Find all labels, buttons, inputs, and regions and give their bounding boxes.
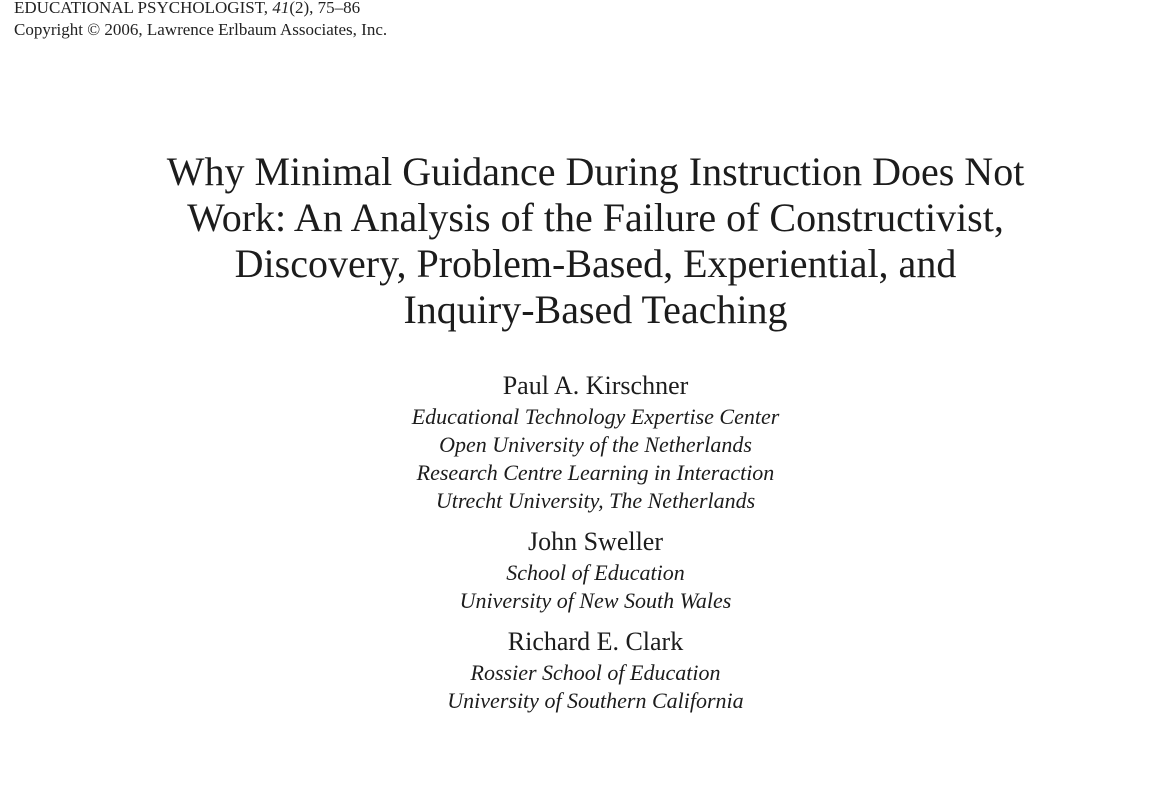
author-block [0,369,1171,515]
author-block [0,525,1171,615]
journal-volume: 41 [272,0,290,17]
title-line: Work: An Analysis of the Failure of Constructivist, [187,195,1004,240]
author-affiliation: Open University of the Netherlands [439,432,752,457]
journal-name: EDUCATIONAL PSYCHOLOGIST, [14,0,273,17]
author-name: Richard E. Clark [507,627,684,656]
author-affiliation: School of Education [506,560,685,585]
author-name: Paul A. Kirschner [502,371,689,400]
title-line: Discovery, Problem-Based, Experiential, and [234,241,957,286]
author-affiliation: Rossier School of Education [470,660,721,685]
author-name: John Sweller [527,527,664,556]
title-line: Inquiry-Based Teaching [403,287,788,332]
author-affiliation: Educational Technology Expertise Center [411,404,780,429]
paper-title [0,149,1171,333]
journal-issue-pages: (2), 75–86 [289,0,361,17]
author-list [0,369,1171,715]
author-affiliation: University of Southern California [447,688,744,713]
author-affiliation: Utrecht University, The Netherlands [435,488,756,513]
title-line: Why Minimal Guidance During Instruction Does Not [166,149,1025,194]
author-block [0,625,1171,715]
copyright-line: Copyright © 2006, Lawrence Erlbaum Associates, Inc. [14,20,388,39]
author-affiliation: Research Centre Learning in Interaction [416,460,775,485]
author-affiliation: University of New South Wales [459,588,732,613]
journal-citation [14,0,387,19]
journal-masthead [14,0,387,41]
